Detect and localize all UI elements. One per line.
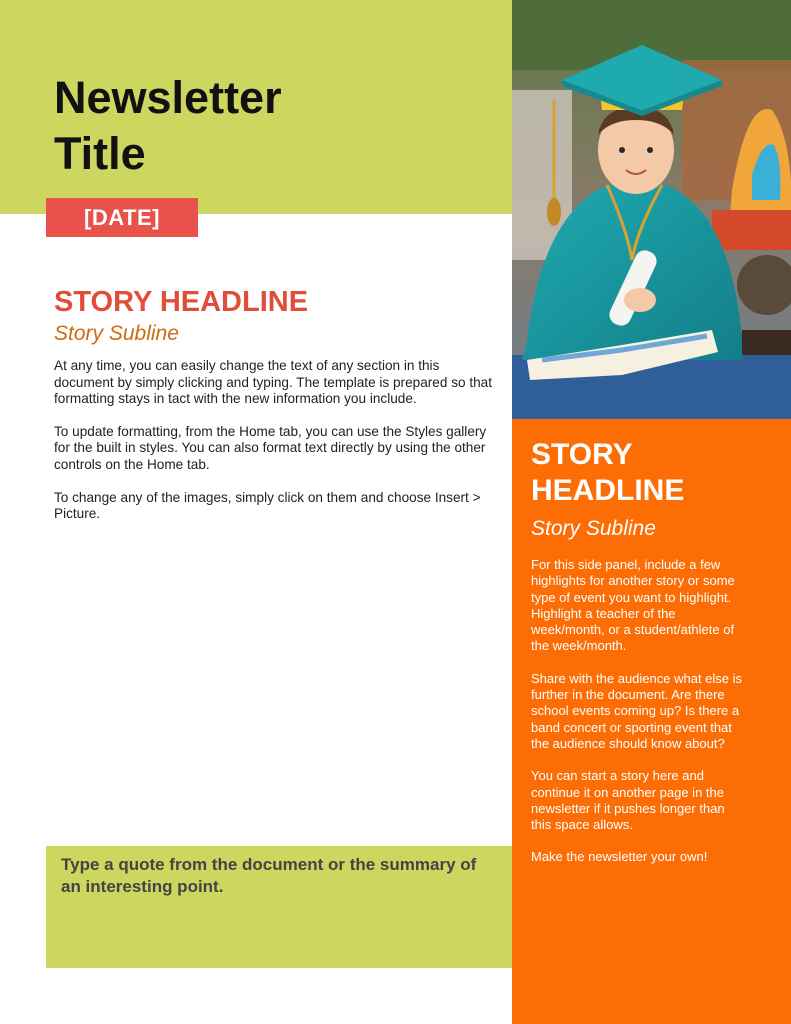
side-story-paragraph[interactable]: You can start a story here and continue it on another page in the newsletter if it pushes longer than this space allows.: [531, 768, 725, 833]
side-story-subline[interactable]: Story Subline: [531, 517, 656, 540]
pull-quote[interactable]: Type a quote from the document or the summary of an interesting point.: [61, 855, 477, 896]
side-panel: [512, 419, 791, 1024]
story-headline[interactable]: STORY HEADLINE: [54, 286, 309, 318]
story-paragraph[interactable]: To update formatting, from the Home tab, you can use the Styles gallery for the built in styles. You can also format text directly by using the other controls on the Home tab.: [54, 423, 487, 472]
title-block: [0, 0, 512, 214]
story-paragraph[interactable]: To change any of the images, simply click on them and choose Insert > Picture.: [54, 489, 481, 522]
story-paragraph[interactable]: At any time, you can easily change the text of any section in this document by simply clicking and typing. The template is prepared so that formatting stays in tact with the new information you include.: [54, 358, 493, 407]
graduate-child-photo[interactable]: [512, 0, 791, 419]
side-story-paragraph[interactable]: Share with the audience what else is further in the document. Are there school events coming up? Is there a band concert or sporting event that the audience should know about?: [531, 670, 743, 751]
story-subline[interactable]: Story Subline: [54, 322, 179, 345]
side-story-body: [531, 557, 773, 866]
story-body: [54, 358, 496, 523]
side-story-paragraph[interactable]: For this side panel, include a few highlights for another story or some type of event you want to highlight. Highlight a teacher of the week/month, or a student/athlete of the week/month.: [531, 557, 735, 654]
side-story-paragraph[interactable]: Make the newsletter your own!: [531, 849, 708, 865]
main-story: [54, 284, 496, 539]
newsletter-title[interactable]: Newsletter Title: [54, 72, 282, 179]
date-badge[interactable]: [DATE]: [46, 198, 198, 237]
photo-illustration: [512, 0, 791, 419]
pull-quote-block: [46, 846, 512, 968]
side-story-headline[interactable]: STORY HEADLINE: [531, 438, 685, 507]
